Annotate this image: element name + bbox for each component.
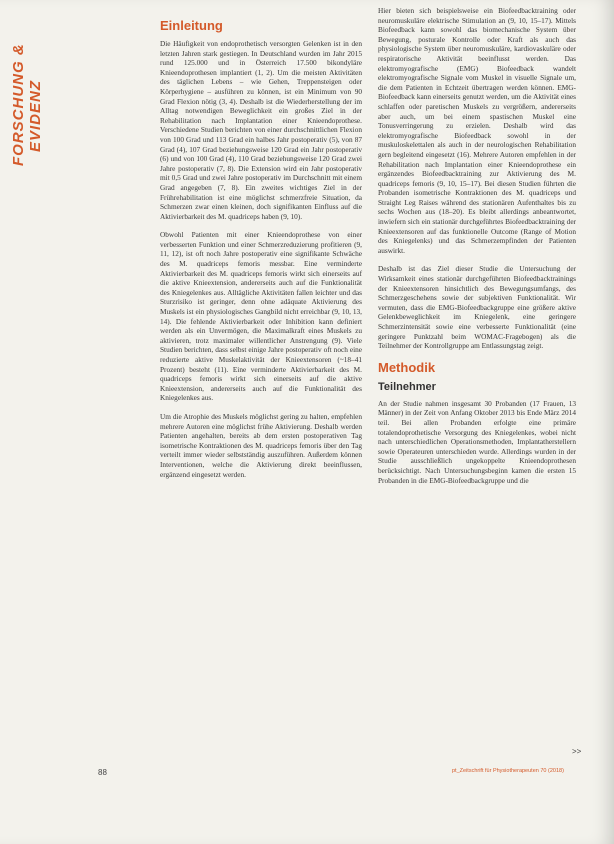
page-number: 88 xyxy=(98,768,107,777)
side-label-line2: EVIDENZ xyxy=(27,79,44,152)
heading-einleitung: Einleitung xyxy=(160,18,223,33)
right-column xyxy=(378,6,576,494)
heading-methodik: Methodik xyxy=(378,359,436,375)
side-label-line1: FORSCHUNG & xyxy=(10,43,27,166)
paragraph: Obwohl Patienten mit einer Knieendoprothese von einer verbesserten Funktion und einer Schmerzreduzierung profitieren (9, 11, 12), ist oft noch Jahre postoperativ eine signifikante Schwäche des M. quadriceps femoris messbar. Eine verminderte Aktivierbarkeit des M. quadriceps femoris wirkt sich einerseits auf die aktive Knieextension, andererseits auch auf die Funktionalität des Kniegelenkes aus. Alltägliche Aktivitäten fallen leichter und das Sturzrisiko ist geringer, denn ohne adäquate Aktivierung des Muskels ist ein physiologisches Gangbild nicht erreichbar (9, 10, 13, 14). Die fehlende Aktivierbarkeit oder Inhibition kann definiert werden als ein Unvermögen, die Maximalkraft eines Muskels zu aktivieren, trotz maximaler willentlicher Anstrengung (9). Viele Studien berichten, dass selbst einige Jahre postoperativ oft noch eine reduzierte aktive Muskelaktivität der Knieextensoren (~18–41 Prozent) besteht (11). Eine verminderte Aktivierbarkeit des M. quadriceps femoris wirkt sich einerseits auf die aktive Knieextension, andererseits auch auf die Funktionalität des Kniegelenkes aus. xyxy=(160,230,362,403)
subheading-teilnehmer: Teilnehmer xyxy=(378,380,436,393)
left-column xyxy=(160,18,362,488)
continue-marker: >> xyxy=(572,747,582,756)
paragraph: Deshalb ist das Ziel dieser Studie die Untersuchung der Wirksamkeit eines stationär durchgeführten Biofeedbacktrainings der Knieextensoren hinsichtlich des Bewegungsumfangs, des Schmerzgeschehens sowie der subjektiven Funktionalität. Wir vermuten, dass die EMG-Biofeedbackgruppe eine größere aktive Gelenkbeweglichkeit im Kniegelenk, eine geringere Schmerzintensität sowie eine verbesserte Funktionalität (eine geringere Punktzahl beim WOMAC-Fragebogen) als die Teilnehmer der Kontrollgruppe am Entlassungstag zeigt. xyxy=(378,264,576,351)
paragraph: Die Häufigkeit von endoprothetisch versorgten Gelenken ist in den letzten Jahren stark gestiegen. In Deutschland wurden im Jahr 2015 rund 125.000 und in Österreich 17.500 bikondyläre Knieendoprothesen implantiert (1, 2). Um die meisten Aktivitäten des täglichen Lebens – wie Gehen, Treppensteigen oder Körperhygiene – ausführen zu können, ist ein Minimum von 90 Grad Flexion nötig (3, 4). Deshalb ist die Wiederherstellung der im Alltag notwendigen Beweglichkeit ein großes Ziel in der Rehabilitation nach Implantation einer Knieendoprothese. Verschiedene Studien berichten von einer durchschnittlichen Flexion von 100 Grad und 113 Grad ein halbes Jahr postoperativ (5), von 87 Grad (4), 107 Grad beziehungsweise 120 Grad ein Jahr postoperativ (6) und von 100 Grad (4), 110 Grad beziehungsweise 120 Grad zwei Jahre postoperativ (7, 8). Die Extension wird ein Jahr postoperativ mit 0,5 Grad und zwei Jahre postoperativ im Durchschnitt mit einem Grad angegeben (7, 8). Ein zweites wichtiges Ziel in der Frührehabilitation ist eine möglichst schmerzfreie Situation, da Schmerzen zwar einen kleinen, doch signifikanten Einfluss auf die Aktivierbarkeit des M. quadriceps haben (9, 10). xyxy=(160,39,362,221)
journal-footer: pt_Zeitschrift für Physiotherapeuten 70 (2018) xyxy=(452,768,564,774)
paragraph: An der Studie nahmen insgesamt 30 Probanden (17 Frauen, 13 Männer) in der Zeit von Anfang Oktober 2013 bis Ende März 2014 teil. Bei allen Probanden erfolgte eine primäre totalendoprothetische Versorgung des Kniegelenkes, wobei nicht nach unterschiedlichen Operationsmethoden, Implantatherstellern sowie Operateuren unterschieden wurde. Allerdings wurden in der Studie ausschließlich ungekoppelte Knieendoprothesen berücksichtigt. Nach Untersuchungsbeginn kamen die ersten 15 Probanden in die EMG-Biofeedbackgruppe und die xyxy=(378,398,576,485)
paragraph: Um die Atrophie des Muskels möglichst gering zu halten, empfehlen mehrere Autoren eine möglichst frühe Aktivierung. Deshalb werden Patienten angehalten, bereits ab dem ersten postoperativen Tag isometrische Kontraktionen des M. quadriceps femoris über den Tag verteilt immer wieder selbstständig auszuführen. Außerdem können Interventionen, welche die Aktivierung direkt beeinflussen, ergänzend eingesetzt werden. xyxy=(160,411,362,479)
section-side-label xyxy=(10,16,44,166)
paragraph: Hier bieten sich beispielsweise ein Biofeedbacktraining oder neuromuskuläre elektrische Stimulation an (9, 10, 15–17). Mittels Biofeedback kann sowohl das biomechanische System über Bewegung, posturale Kontrolle oder Kraft als auch das physiologische System über neuromuskuläre, kardiovaskuläre oder respiratorische Aktivität beeinflusst werden. Das elektromyografische (EMG) Biofeedback wandelt elektromyografische Signale vom Muskel in visuelle Signale um, die dem Patienten in Echtzeit übertragen werden können. EMG-Biofeedback kann einerseits genutzt werden, um die Aktivität eines schlaffen oder paretischen Muskels zu vergrößern, andererseits aber auch, um bei einem spastischen Muskel eine Tonusverringerung zu erzielen. Deshalb wird das elektromyografische Biofeedback sowohl in der muskuloskelettalen als auch in der neurologischen Rehabilitation gern begleitend eingesetzt (16). Mehrere Autoren empfehlen in der Rehabilitation nach Implantation einer Knieendoprothese ein ergänzendes Biofeedbacktraining zur Aktivierung des M. quadriceps femoris (9, 10, 15–17). Bei diesen Studien führten die Probanden isometrische Kontraktionen des M. quadriceps und Straight Leg Raises während des stationären Aufenthaltes bis zu sechs Wochen aus (18–20). Es bleibt allerdings anbeantwortet, inwiefern sich ein stationär durchgeführtes Biofeedbacktraining der Knieextensoren auf das funktionelle Outcome (Range of Motion des Kniegelenks) und das Schmerzempfinden der Patienten auswirkt. xyxy=(378,6,576,255)
